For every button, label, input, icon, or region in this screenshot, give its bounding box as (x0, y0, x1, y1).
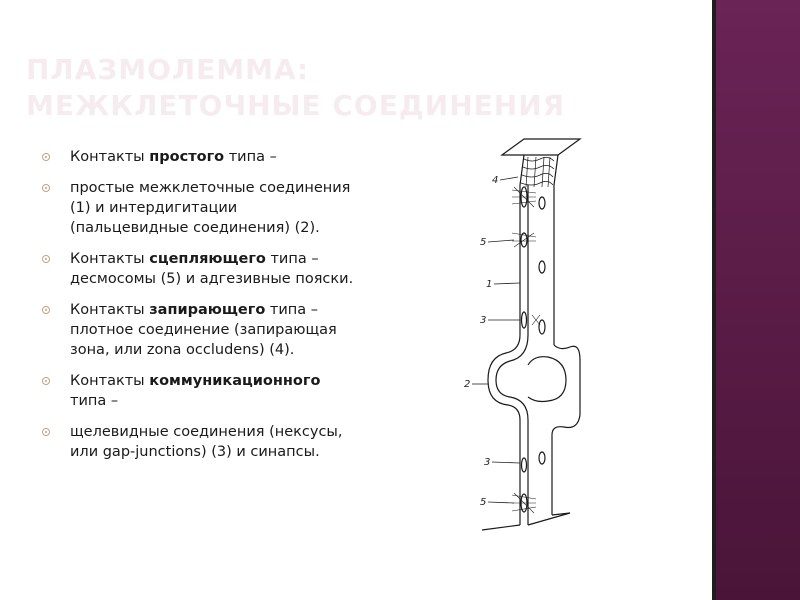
bullet-item (40, 178, 360, 238)
diagram-label-5-bottom: 5 (480, 497, 487, 508)
side-decor-band (712, 0, 800, 600)
bullet-bold: запирающего (149, 302, 266, 318)
bullet-post: типа – (224, 149, 277, 165)
bullet-pre: Контакты (70, 302, 150, 318)
bullet-pre: Контакты (70, 373, 150, 389)
bullet-item (40, 249, 360, 289)
diagram-label-4: 4 (492, 175, 499, 186)
bullet-item (40, 422, 360, 462)
bullet-marker-icon (42, 184, 50, 192)
intercellular-junctions-diagram (462, 135, 602, 535)
bullet-marker-icon (42, 428, 50, 436)
bullet-item (40, 371, 360, 411)
diagram-label-1: 1 (486, 279, 493, 290)
bullet-post: типа – (70, 393, 119, 409)
bullet-list (40, 147, 360, 473)
diagram-label-3-bottom: 3 (484, 457, 491, 468)
diagram-label-5-top: 5 (480, 237, 487, 248)
slide-title (26, 52, 686, 124)
bullet-bold: сцепляющего (149, 251, 266, 267)
bullet-item (40, 300, 360, 360)
diagram-drawing (482, 139, 580, 530)
bullet-bold: коммуникационного (149, 373, 321, 389)
bullet-marker-icon (42, 255, 50, 263)
diagram-label-3-top: 3 (480, 315, 487, 326)
bullet-pre: Контакты (70, 149, 150, 165)
bullet-item (40, 147, 360, 167)
bullet-pre: Контакты (70, 251, 150, 267)
slide-title-line2: МЕЖКЛЕТОЧНЫЕ СОЕДИНЕНИЯ (26, 89, 566, 122)
bullet-marker-icon (42, 377, 50, 385)
diagram-label-2: 2 (464, 379, 471, 390)
bullet-bold: простого (149, 149, 225, 165)
diagram-labels (464, 175, 520, 508)
bullet-marker-icon (42, 306, 50, 314)
bullet-pre: щелевидные соединения (нексусы, или gap-junctions) (3) и синапсы. (70, 424, 343, 460)
slide-title-line1: ПЛАЗМОЛЕММА: (26, 53, 309, 86)
bullet-post: типа – плотное соединение (запирающая зона, или zona occludens) (4). (70, 302, 337, 358)
bullet-marker-icon (42, 153, 50, 161)
bullet-post: типа – десмосомы (5) и адгезивные пояски. (70, 251, 354, 287)
bullet-pre: простые межклеточные соединения (1) и интердигитации (пальцевидные соединения) (2). (70, 180, 351, 236)
